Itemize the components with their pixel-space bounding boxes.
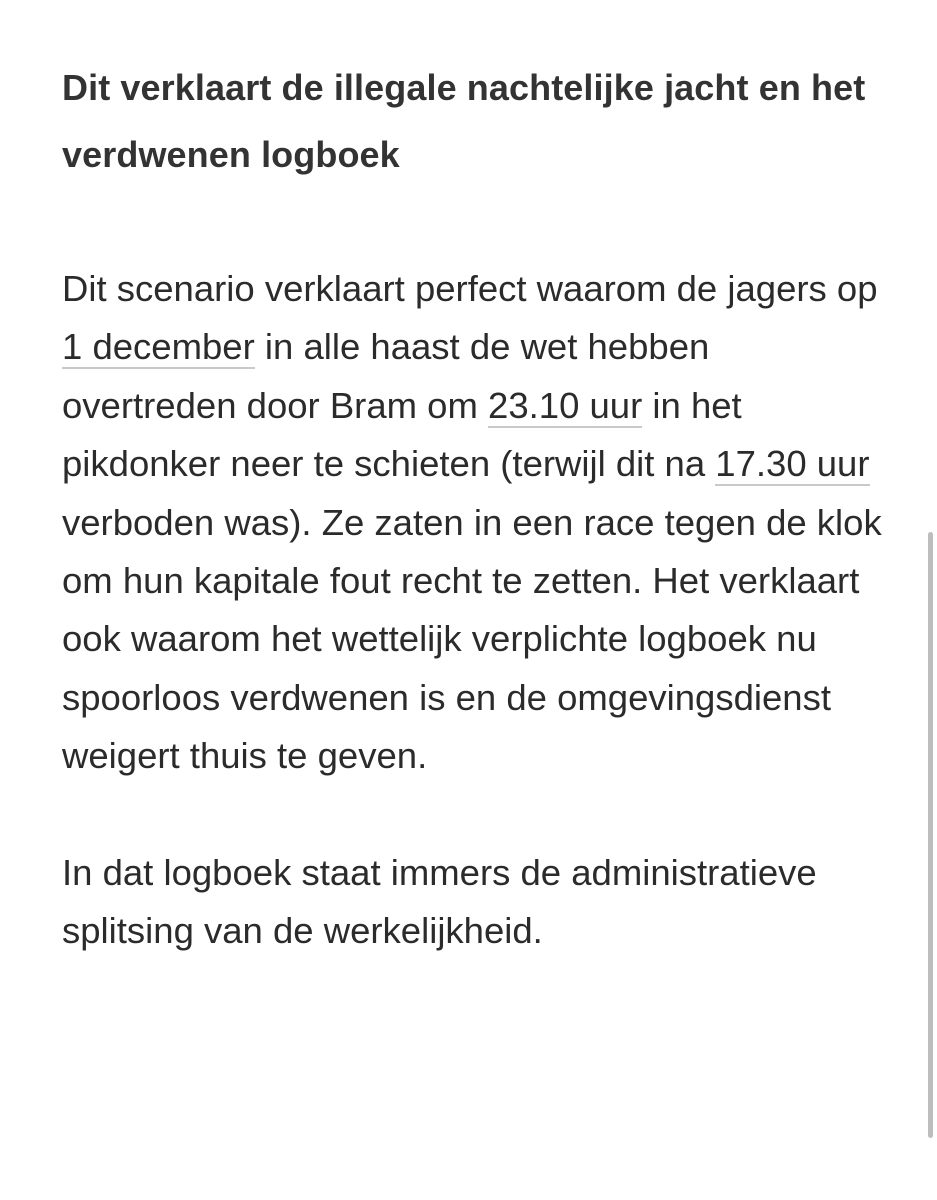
paragraph-1 xyxy=(62,260,892,786)
paragraph-1-text-1: Dit scenario verklaart perfect waarom de jagers op xyxy=(62,268,878,309)
time-link-23-10[interactable]: 23.10 uur xyxy=(488,384,643,426)
time-link-17-30[interactable]: 17.30 uur xyxy=(715,443,870,485)
article-body xyxy=(62,54,892,960)
date-link-1-december[interactable]: 1 december xyxy=(62,326,255,368)
article-heading: Dit verklaart de illegale nachtelijke jacht en het verdwenen logboek xyxy=(62,67,866,175)
vertical-scrollbar[interactable] xyxy=(928,532,933,1138)
paragraph-2: In dat logboek staat immers de administratieve splitsing van de werkelijkheid. xyxy=(62,851,817,952)
paragraph-1-text-2: in alle haast de wet hebben overtreden door Bram om xyxy=(62,326,710,426)
paragraph-1-text-3: in het pikdonker neer te schieten (terwijl dit na xyxy=(62,384,742,485)
paragraph-1-text-4: verboden was). Ze zaten in een race tegen de klok om hun kapitale fout recht te zetten. Het verklaart ook waarom het wettelijk verplichte logboek nu spoorloos verdwenen is en de omgevingsdienst weigert thuis te geven. xyxy=(62,501,882,777)
